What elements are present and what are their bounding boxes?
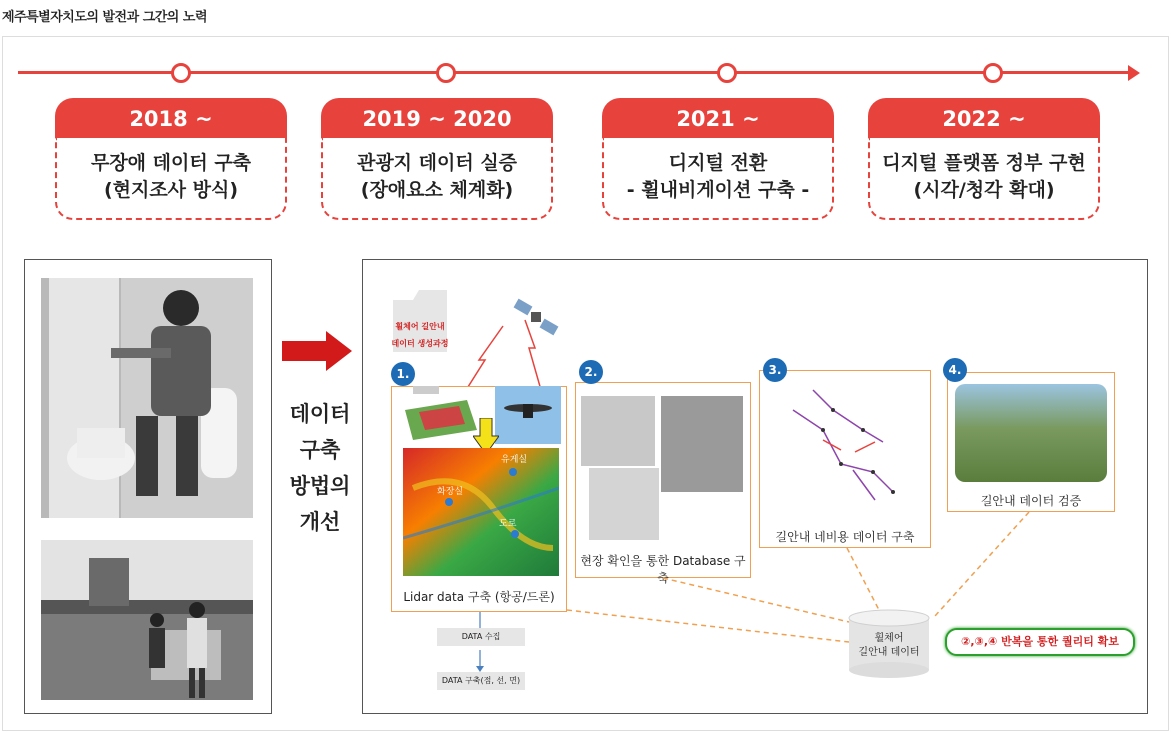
card-year: 2021 ~ <box>602 98 834 138</box>
timeline-arrow-icon <box>1128 65 1140 81</box>
step-caption: 길안내 데이터 검증 <box>980 494 1082 508</box>
card-body <box>321 138 553 220</box>
step-number: 4. <box>943 358 967 382</box>
map-label: 화장실 <box>437 487 464 497</box>
field-survey-panel <box>24 259 272 714</box>
card-line: (현지조사 방식) <box>103 179 239 201</box>
card-year: 2019 ~ 2020 <box>321 98 553 138</box>
db-line: 휠체어 <box>874 633 904 644</box>
timeline-card-2019 <box>321 98 553 220</box>
page-title: 제주특별자치도의 발전과 그간의 노력 <box>2 10 208 25</box>
right-arrow-icon <box>282 331 354 375</box>
step-number: 2. <box>579 360 603 384</box>
timeline-node <box>436 63 456 83</box>
card-year: 2022 ~ <box>868 98 1100 138</box>
quality-badge: ②,③,④ 반복을 통한 퀄리티 확보 <box>945 628 1135 656</box>
flow-step: DATA 구축(점, 선, 면) <box>437 672 525 690</box>
outdoor-survey-photo <box>41 540 253 700</box>
card-line: (장애요소 체계화) <box>360 179 514 201</box>
improvement-line: 구축 <box>299 438 341 462</box>
timeline-node <box>171 63 191 83</box>
card-line: 디지털 전환 <box>668 152 768 174</box>
badge-line: 휠체어 길안내 <box>395 322 445 331</box>
card-line: 무장애 데이터 구축 <box>90 152 252 174</box>
improvement-line: 데이터 <box>289 402 351 426</box>
badge-line: 데이터 생성과정 <box>391 339 449 348</box>
card-line: 관광지 데이터 실증 <box>356 152 518 174</box>
card-line: 디지털 플랫폼 정부 구현 <box>882 152 1086 174</box>
card-body <box>602 138 834 220</box>
step-caption: 현장 확인을 통한 Database 구축 <box>580 554 746 585</box>
flow-step: DATA 수집 <box>437 628 525 646</box>
card-year: 2018 ~ <box>55 98 287 138</box>
data-process-panel <box>362 259 1148 714</box>
improvement-line: 개선 <box>299 510 341 534</box>
card-body <box>55 138 287 220</box>
db-line: 길안내 데이터 <box>858 647 920 658</box>
map-label: 도로 <box>499 519 517 529</box>
card-line: - 휠내비게이션 구축 - <box>626 179 810 201</box>
timeline-card-2022 <box>868 98 1100 220</box>
card-line: (시각/청각 확대) <box>913 179 1055 201</box>
improvement-label <box>284 396 356 540</box>
map-label: 유게실 <box>501 455 528 465</box>
timeline-node <box>717 63 737 83</box>
step-number: 1. <box>391 362 415 386</box>
step-number: 3. <box>763 358 787 382</box>
timeline-card-2018 <box>55 98 287 220</box>
step-caption: Lidar data 구축 (항공/드론) <box>403 590 555 604</box>
database-icon <box>847 608 931 682</box>
step-caption: 길안내 네비용 데이터 구축 <box>775 530 915 544</box>
card-body <box>868 138 1100 220</box>
timeline-card-2021 <box>602 98 834 220</box>
restroom-survey-photo <box>41 278 253 518</box>
improvement-line: 방법의 <box>289 474 351 498</box>
timeline-node <box>983 63 1003 83</box>
